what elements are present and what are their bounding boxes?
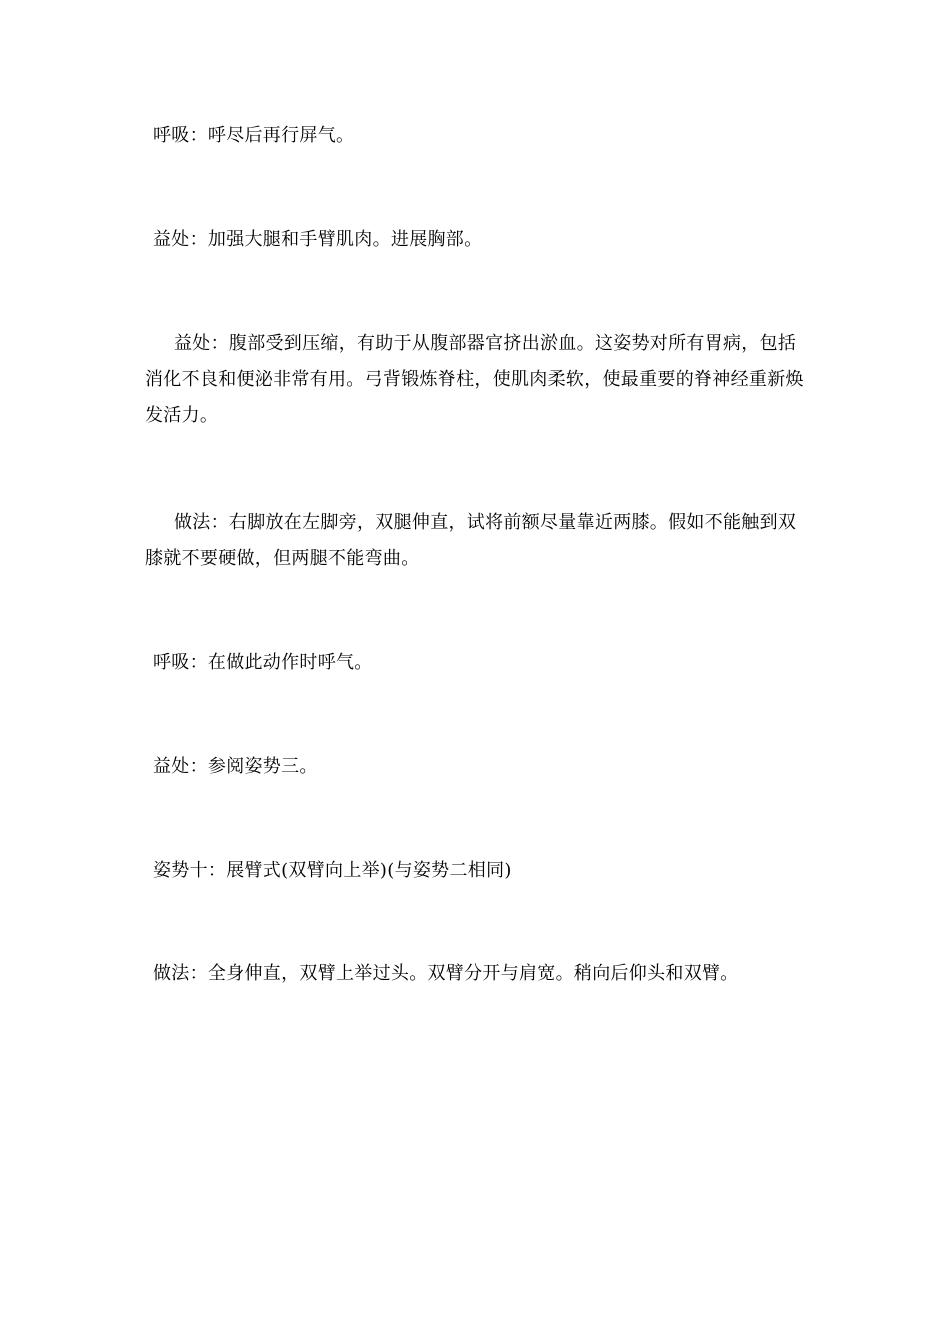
benefit-paragraph-2: 益处：腹部受到压缩，有助于从腹部器官挤出淤血。这姿势对所有胃病，包括消化不良和便泌非常有用。弓背锻炼脊柱，使肌肉柔软，使最重要的脊神经重新焕发活力。 (145, 333, 804, 426)
breathing-paragraph-2: 呼吸：在做此动作时呼气。 (153, 652, 373, 673)
benefit-paragraph-3: 益处：参阅姿势三。 (153, 756, 318, 777)
method-paragraph-2: 做法：全身伸直，双臂上举过头。双臂分开与肩宽。稍向后仰头和双臂。 (153, 963, 739, 984)
benefit-paragraph-1: 益处：加强大腿和手臂肌肉。进展胸部。 (153, 229, 483, 250)
breathing-paragraph-1: 呼吸：呼尽后再行屏气。 (153, 125, 355, 146)
method-paragraph-1: 做法：右脚放在左脚旁，双腿伸直，试将前额尽量靠近两膝。假如不能触到双膝就不要硬做，但两腿不能弯曲。 (145, 512, 797, 569)
pose-ten-heading: 姿势十：展臂式(双臂向上举)(与姿势二相同) (153, 860, 512, 881)
